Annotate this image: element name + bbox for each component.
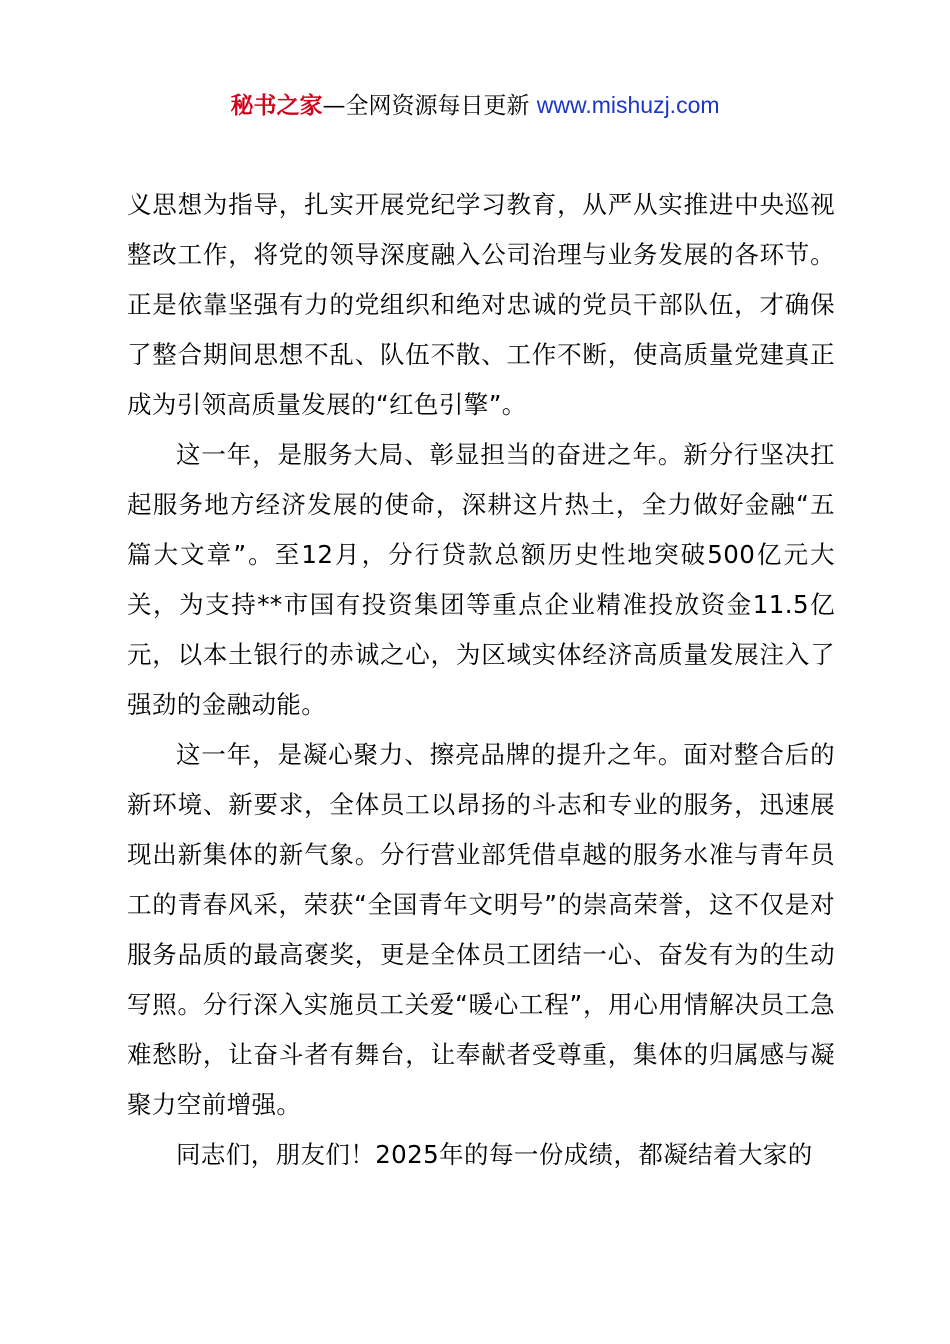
document-body bbox=[127, 180, 835, 1180]
paragraph: 这一年，是凝心聚力、擦亮品牌的提升之年。面对整合后的新环境、新要求，全体员工以昂扬的斗志和专业的服务，迅速展现出新集体的新气象。分行营业部凭借卓越的服务水准与青年员工的青春风采，荣获“全国青年文明号”的崇高荣誉，这不仅是对服务品质的最高褒奖，更是全体员工团结一心、奋发有为的生动写照。分行深入实施员工关爱“暖心工程”，用心用情解决员工急难愁盼，让奋斗者有舞台，让奉献者受尊重，集体的归属感与凝聚力空前增强。 bbox=[127, 740, 835, 1119]
page-header bbox=[0, 88, 950, 123]
brand-name: 秘书之家 bbox=[230, 93, 323, 119]
paragraph-continued: 义思想为指导，扎实开展党纪学习教育，从严从实推进中央巡视整改工作，将党的领导深度融入公司治理与业务发展的各环节。正是依靠坚强有力的党组织和绝对忠诚的党员干部队伍，才确保了整合期间思想不乱、队伍不散、工作不断，使高质量党建真正成为引领高质量发展的“红色引擎”。 bbox=[127, 190, 835, 419]
header-tagline: —全网资源每日更新 bbox=[322, 93, 537, 119]
website-link[interactable]: www.mishuzj.com bbox=[536, 92, 720, 118]
paragraph: 这一年，是服务大局、彰显担当的奋进之年。新分行坚决扛起服务地方经济发展的使命，深耕这片热土，全力做好金融“五篇大文章”。至12月，分行贷款总额历史性地突破500亿元大关，为支持**市国有投资集团等重点企业精准投放资金11.5亿元，以本土银行的赤诚之心，为区域实体经济高质量发展注入了强劲的金融动能。 bbox=[127, 440, 835, 719]
paragraph: 同志们，朋友们！2025年的每一份成绩，都凝结着大家的 bbox=[176, 1140, 813, 1169]
